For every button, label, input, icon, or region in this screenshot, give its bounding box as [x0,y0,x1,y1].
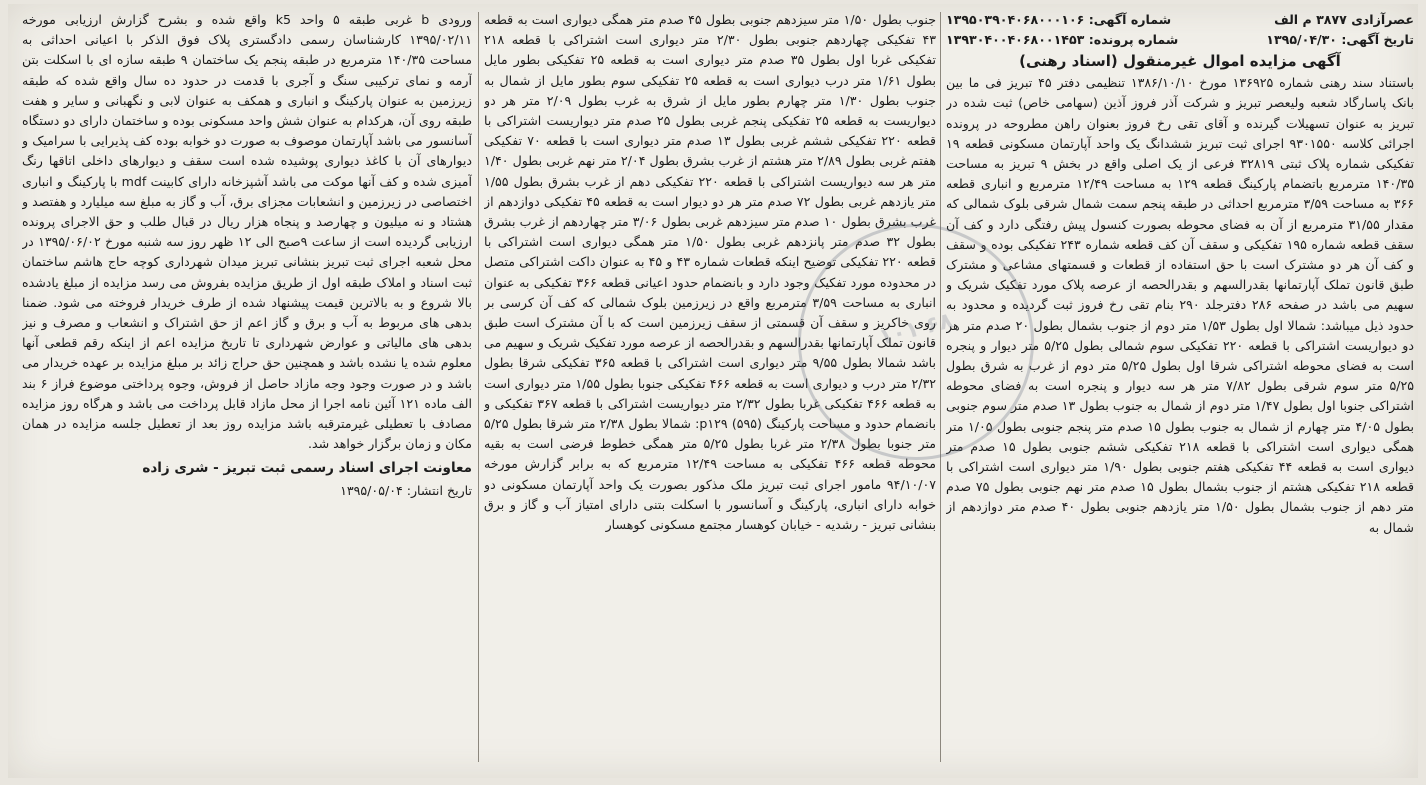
ad-header [946,10,1414,50]
file-number: شماره پرونده: ۱۳۹۳۰۴۰۰۴۰۶۸۰۰۱۴۵۳ [946,32,1179,47]
ad-number: شماره آگهی: ۱۳۹۵۰۳۹۰۴۰۶۸۰۰۰۱۰۶ [946,12,1172,27]
column-divider [478,12,479,762]
signature: معاونت اجرای اسناد رسمی ثبت تبریز - شری زاده [142,460,472,477]
body-text: ورودی b غربی طبقه ۵ واحد k5 واقع شده و بشرح گزارش ارزیابی مورخه ۱۳۹۵/۰۲/۱۱ کارشناسان رسمی دادگستری پلاک فوق الذکر با اعیانی احداثی به مساحت ۱۴۰/۳۵ مترمربع در طبقه پنجم یک ساختمان ۹ طبقه سازه ای با اسکلت بتن آرمه و نمای ترکیبی سنگ و آجری با قدمت در حدود ده سال واقع شده که طبقه زیرزمین به عنوان پارکینگ و انباری و همکف به عنوان لابی و نگهبانی و سایر و هفت طبقه روی آن، هرکدام به عنوان شش واحد مسکونی بوده و ساختمان دارای دو دستگاه آسانسور می باشد آپارتمان موصوف به صورت دو خوابه بوده کف پذیرایی با سرامیک و دیوارهای آن با کاغذ دیواری پوشیده شده است سقف و دیوارهای داخلی اتاقها رنگ آمیزی شده و کف آنها موکت می باشد آشپزخانه دارای کابینت mdf با پارکینگ و انباری اختصاصی در زیرزمین و انشعابات مجزای برق، آب و گاز به مبلغ سه میلیارد و هفتصد و هشتاد و نه میلیون و چهارصد و پنجاه هزار ریال در قبال طلب و حق الاجرای پرونده ارزیابی گردیده است از ساعت ۹صبح الی ۱۲ ظهر روز سه شنبه مورخ ۱۳۹۵/۰۶/۰۲ در محل شعبه اجرای ثبت تبریز بنشانی تبریز میدان شهرداری کوچه حاج هاشم ساختمان ثبت اسناد و املاک طبقه اول از طریق مزایده بفروش می رسد مزایده از مبلغ یادشده بالا شروع و به بالاترین قیمت پیشنهاد شده از طرف خریدار فروخته می شود. ضمنا بدهی های مربوط به آب و برق و گاز اعم از حق اشتراک و انشعاب و مصرف و نیز بدهی های مالیاتی و عوارض شهرداری تا تاریخ مزایده اعم از اینکه رقم قطعی آنها معلوم شده یا نشده باشد و همچنین حق حراج زائد بر مبلغ مزایده بر عهده خریدار می باشد و در صورت وجود وجه مازاد حاصل از فروش، وجوه پرداختی موضوع فراز ۶ بند الف ماده ۱۲۱ آئین نامه اجرا از محل مازاد قابل پرداخت می باشد و هرگاه روز مزایده مصادف با تعطیلی غیرمترقبه باشد مزایده روز بعد از تعطیل جلسه مزایده در همان مکان و زمان برگزار خواهد شد. [22,12,472,452]
column-left [22,10,472,770]
ad-title: آگهی مزایده اموال غیرمنقول (اسناد رهنی) [1019,52,1341,70]
body-text: جنوب بطول ۱/۵۰ متر سیزدهم جنوبی بطول ۴۵ صدم متر همگی دیواری است به قطعه ۴۳ تفکیکی چهاردهم جنوبی بطول ۲/۳۰ متر دیواری است اشتراکی با قطعه ۲۱۸ تفکیکی غربا اول بطول ۳۵ صدم متر دیواری است به قطعه ۲۵ تفکیکی بطور مایل بطول ۱/۶۱ متر درب دیواری است به قطعه ۲۵ تفکیکی سوم بطور مایل از شمال به جنوب بطول ۱/۳۰ متر چهارم بطور مایل از شرق به غرب بطول ۲/۰۹ متر هر دو دیواریست به قطعه ۲۵ تفکیکی پنجم غربی بطول ۲۵ صدم متر دیواریست اشتراکی با قطعه ۲۲۰ تفکیکی ششم غربی بطول ۱۳ صدم متر دیواری است با قطعه ۷۰ تفکیکی هفتم غربی بطول ۲/۸۹ متر هشتم از غرب بشرق بطول ۲/۰۴ متر نهم غربی بطول ۱/۴۰ متر هر سه دیواریست اشتراکی با قطعه ۲۲۰ تفکیکی دهم از غرب بشرق بطول ۱/۵۵ متر یازدهم غربی بطول ۷۲ صدم متر هر دو دیوار است به قطعه ۴۵ تفکیکی دوازدهم از غرب بشرق بطول ۱۰ صدم متر سیزدهم غربی بطول ۳/۰۶ متر چهاردهم از غرب بشرق بطول ۳۲ صدم متر پانزدهم غربی بطول ۱/۵۰ متر همگی دیواری است اشتراکی با قطعه ۲۲۰ تفکیکی توضیح اینکه قطعات شماره ۴۳ و ۴۵ به عنوان داکت اشتراکی متصل در محدوده مورد تفکیک وجود دارد و بانضمام حدود اعیانی قطعه ۳۶۶ تفکیکی به عنوان انباری به مساحت ۳/۵۹ مترمربع واقع در زیرزمین بلوک شمالی که کف آن کرسی بر روی خاکریز و سقف آن قسمتی از سقف زیرزمین است که با آن مشترک است طبق قانون تملک آپارتمانها بقدرالسهم و بقدرالحصه از عرصه مورد تفکیک شریک و سهیم می باشد شمالا بطول ۹/۵۵ متر دیواری است اشتراکی با قطعه ۳۶۵ تفکیکی شرقا بطول ۲/۳۲ متر درب و دیواری است به قطعه ۴۶۶ تفکیکی جنوبا بطول ۱/۵۵ متر دیواری است به قطعه ۴۶۶ تفکیکی غربا بطول ۲/۳۲ متر دیواریست اشتراکی با قطعه ۳۶۷ تفکیکی و بانضمام حدود و مساحت پارکینگ p۱۲۹ (۵۹۵): شمالا بطول ۲/۳۸ متر شرقا بطول ۵/۲۵ متر جنوبا بطول ۲/۳۸ متر غربا بطول ۵/۲۵ متر همگی خطوط فرضی است به بقیه محوطه قطعه ۴۶۶ تفکیکی به مساحت ۱۲/۴۹ مترمربع که به برابر گزارش مورخه ۹۴/۱۰/۰۷ مامور اجرای ثبت تبریز ملک مذکور بصورت یک واحد آپارتمان مسکونی دو خوابه دارای انباری، پارکینگ و آسانسور با اسکلت بتنی دارای امتیاز آب و گاز و برق بنشانی تبریز - رشدیه - خیابان کوهسار مجتمع مسکونی کوهسار [484,12,936,533]
newspaper-page [8,4,1418,778]
newspaper-ref: عصرآزادی ۳۸۷۷ م الف [1274,12,1414,27]
body-text: باستناد سند رهنی شماره ۱۳۶۹۲۵ مورخ ۱۳۸۶/۱۰/۱۰ تنظیمی دفتر ۴۵ تبریز فی ما بین بانک پاسارگاد شعبه ولیعصر تبریز و شرکت آذر فروز آذین (سهامی خاص) ثبت شده در تبریز به عنوان تسهیلات گیرنده و آقای تقی رخ فروز بعنوان راهن مطروحه در پرونده اجرائی کلاسه ۹۳۰۱۵۵۰ اجرای ثبت تبریز ششدانگ یک واحد آپارتمان مسکونی قطعه ۱۹ تفکیکی شماره پلاک ثبتی ۳۲۸۱۹ فرعی از یک اصلی واقع در بخش ۹ تبریز به مساحت ۱۴۰/۳۵ مترمربع باتضمام پارکینگ قطعه ۱۲۹ به مساحت ۱۲/۴۹ مترمربع و انباری قطعه ۳۶۶ به مساحت ۳/۵۹ مترمربع احداثی در طبقه پنجم سمت شمال شرقی بلوک شمالی که مقدار ۳۱/۵۵ مترمربع از آن به فضای محوطه بصورت کنسول پیش رفتگی دارد و کف آن سقف قطعه شماره ۱۹۵ تفکیکی و سقف آن کف قطعه شماره ۲۴۳ تفکیکی بوده و سقف و کف آن هر دو مشترک است با حق استفاده از قطعات و قسمتهای مشاعی و مشترک طبق قانون تملک آپارتمانها بقدرالسهم و بقدرالحصه از عرصه پلاک مورد تفکیک شریک و سهیم می باشد در صفحه ۲۸۶ دفترجلد ۲۹۰ بنام تقی رخ فروز ثبت گردیده و محدود به حدود ذیل میباشد: شمالا اول بطول ۱/۵۳ متر دوم از جنوب بشمال بطول ۲۰ صدم متر هر دو دیواریست اشتراکی با قطعه ۲۲۰ تفکیکی سوم شمالی بطول ۵/۲۵ متر دیوار و پنجره است به فضای محوطه اشتراکی شرقا اول بطول ۵/۲۵ متر دوم از غرب به شرق بطول ۵/۲۵ متر سوم شرقی بطول ۷/۸۲ متر هر سه دیوار و پنجره است به فضای محوطه اشتراکی جنوبا اول بطول ۱/۴۷ متر دوم از شمال به جنوب بطول ۱۳ صدم متر سوم جنوبی بطول ۴/۰۵ متر چهارم از شمال به جنوب بطول ۱۵ صدم متر پنجم جنوبی بطول ۱/۰۵ متر همگی دیواری است اشتراکی با قطعه ۲۱۸ تفکیکی ششم جنوبی بطول ۱۵ صدم متر دیواری است به قطعه ۴۴ تفکیکی هفتم جنوبی بطول ۱/۹۰ متر دیواری است اشتراکی با قطعه ۲۱۸ تفکیکی هشتم از جنوب بشمال بطول ۱۵ صدم متر نهم جنوبی بطول ۷۵ صدم متر دهم از جنوب بشمال بطول ۱/۵۰ متر یازدهم جنوبی بطول ۴۰ صدم متر دوازدهم از شمال به [946,75,1414,535]
ad-date: تاریخ آگهی: ۱۳۹۵/۰۴/۳۰ [1266,32,1414,47]
publish-date: تاریخ انتشار: ۱۳۹۵/۰۵/۰۴ [340,482,472,498]
watermark-stamp [798,224,1034,460]
stamp-text: ۱۰۱ ۶۸ [876,308,956,351]
